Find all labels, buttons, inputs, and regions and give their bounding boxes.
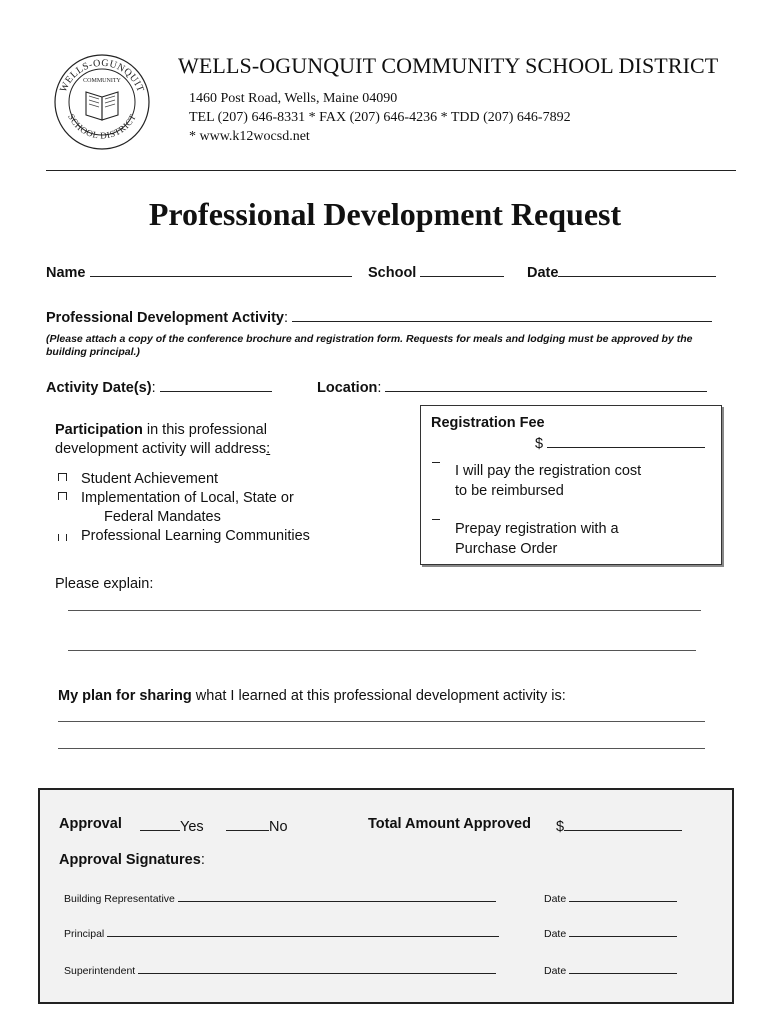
reimburse-option-marker[interactable] <box>432 458 440 476</box>
prepay-option-line1: Prepay registration with a <box>455 521 619 537</box>
phone-line: TEL (207) 646-8331 * FAX (207) 646-4236 * TDD (207) 646-7892 <box>189 110 571 125</box>
yes-line[interactable] <box>140 816 180 831</box>
fee-amount-line[interactable] <box>547 433 705 448</box>
activity-dates-label: Activity Date(s) <box>46 380 152 396</box>
web-line: * www.k12wocsd.net <box>189 129 310 144</box>
attachment-note: (Please attach a copy of the conference brochure and registration form. Requests for meals and lodging must be approved by the building principal.) <box>46 333 693 358</box>
participation-heading: Participation in this professional <box>55 422 267 438</box>
sharing-plan-label: My plan for sharing what I learned at this professional development activity is: <box>58 688 566 704</box>
location-input-line[interactable] <box>385 377 707 392</box>
name-label: Name <box>46 265 86 281</box>
date-label: Date <box>527 265 559 281</box>
total-amount-label: Total Amount Approved <box>368 816 531 832</box>
district-name: WELLS-OGUNQUIT COMMUNITY SCHOOL DISTRICT <box>178 53 719 78</box>
approval-label: Approval <box>59 816 122 832</box>
date-building-rep[interactable]: Date <box>544 891 677 905</box>
option-mandates-line2: Federal Mandates <box>104 509 221 525</box>
date-input-line[interactable] <box>558 262 716 277</box>
approval-yes[interactable]: Yes <box>140 816 204 835</box>
district-seal <box>52 52 152 152</box>
activity-dates-field[interactable]: Activity Date(s): <box>46 377 272 396</box>
address-line: 1460 Post Road, Wells, Maine 04090 <box>189 91 398 106</box>
total-amount-field[interactable]: $ <box>556 816 682 835</box>
registration-fee-amount[interactable]: $ <box>535 433 705 452</box>
date-field[interactable] <box>527 262 716 281</box>
reimburse-option-line2: to be reimbursed <box>455 483 564 499</box>
prepay-option-line2: Purchase Order <box>455 541 558 557</box>
location-label: Location <box>317 380 378 396</box>
no-line[interactable] <box>226 816 269 831</box>
page-title: Professional Development Request <box>148 196 622 232</box>
svg-text:WELLS-OGUNQUIT: WELLS-OGUNQUIT <box>58 57 146 94</box>
signature-line[interactable] <box>107 926 499 937</box>
option-plc[interactable]: Professional Learning Communities <box>58 528 310 544</box>
option-student-achievement[interactable]: Student Achievement <box>58 471 218 487</box>
school-field[interactable] <box>368 262 504 281</box>
explain-line-2[interactable] <box>68 650 696 651</box>
svg-text:SCHOOL DISTRICT: SCHOOL DISTRICT <box>66 112 138 141</box>
svg-text:COMMUNITY: COMMUNITY <box>83 78 121 84</box>
approval-signatures-label: Approval Signatures: <box>59 852 205 868</box>
name-field[interactable] <box>46 262 352 281</box>
option-mandates[interactable]: Implementation of Local, State or <box>58 490 294 506</box>
date-principal[interactable]: Date <box>544 926 677 940</box>
explain-label: Please explain: <box>55 576 154 592</box>
date-line[interactable] <box>569 926 677 937</box>
reimburse-option-line1: I will pay the registration cost <box>455 463 642 479</box>
sharing-line-2[interactable] <box>58 748 705 749</box>
name-input-line[interactable] <box>90 262 352 277</box>
total-amount-line[interactable] <box>564 816 682 831</box>
approval-no[interactable]: No <box>226 816 288 835</box>
checkbox-icon[interactable] <box>58 492 67 500</box>
signature-line[interactable] <box>178 891 496 902</box>
activity-dates-input-line[interactable] <box>160 377 272 392</box>
sharing-line-1[interactable] <box>58 721 705 722</box>
activity-field[interactable]: Professional Development Activity: <box>46 307 712 326</box>
signature-principal[interactable]: Principal <box>64 926 499 940</box>
signature-building-rep[interactable]: Building Representative <box>64 891 496 905</box>
signature-line[interactable] <box>138 963 496 974</box>
explain-line-1[interactable] <box>68 610 701 611</box>
location-field[interactable]: Location: <box>317 377 707 396</box>
participation-heading-line2: development activity will address: <box>55 441 271 457</box>
school-input-line[interactable] <box>420 262 504 277</box>
date-line[interactable] <box>569 891 677 902</box>
date-line[interactable] <box>569 963 677 974</box>
checkbox-icon[interactable] <box>58 473 67 481</box>
checkbox-icon[interactable] <box>58 534 67 541</box>
activity-label: Professional Development Activity <box>46 310 284 326</box>
school-label: School <box>368 265 417 281</box>
header-rule <box>46 170 736 171</box>
date-superintendent[interactable]: Date <box>544 963 677 977</box>
prepay-option-marker[interactable] <box>432 515 440 533</box>
signature-superintendent[interactable]: Superintendent <box>64 963 496 977</box>
activity-input-line[interactable] <box>292 307 712 322</box>
registration-fee-title: Registration Fee <box>431 415 545 431</box>
